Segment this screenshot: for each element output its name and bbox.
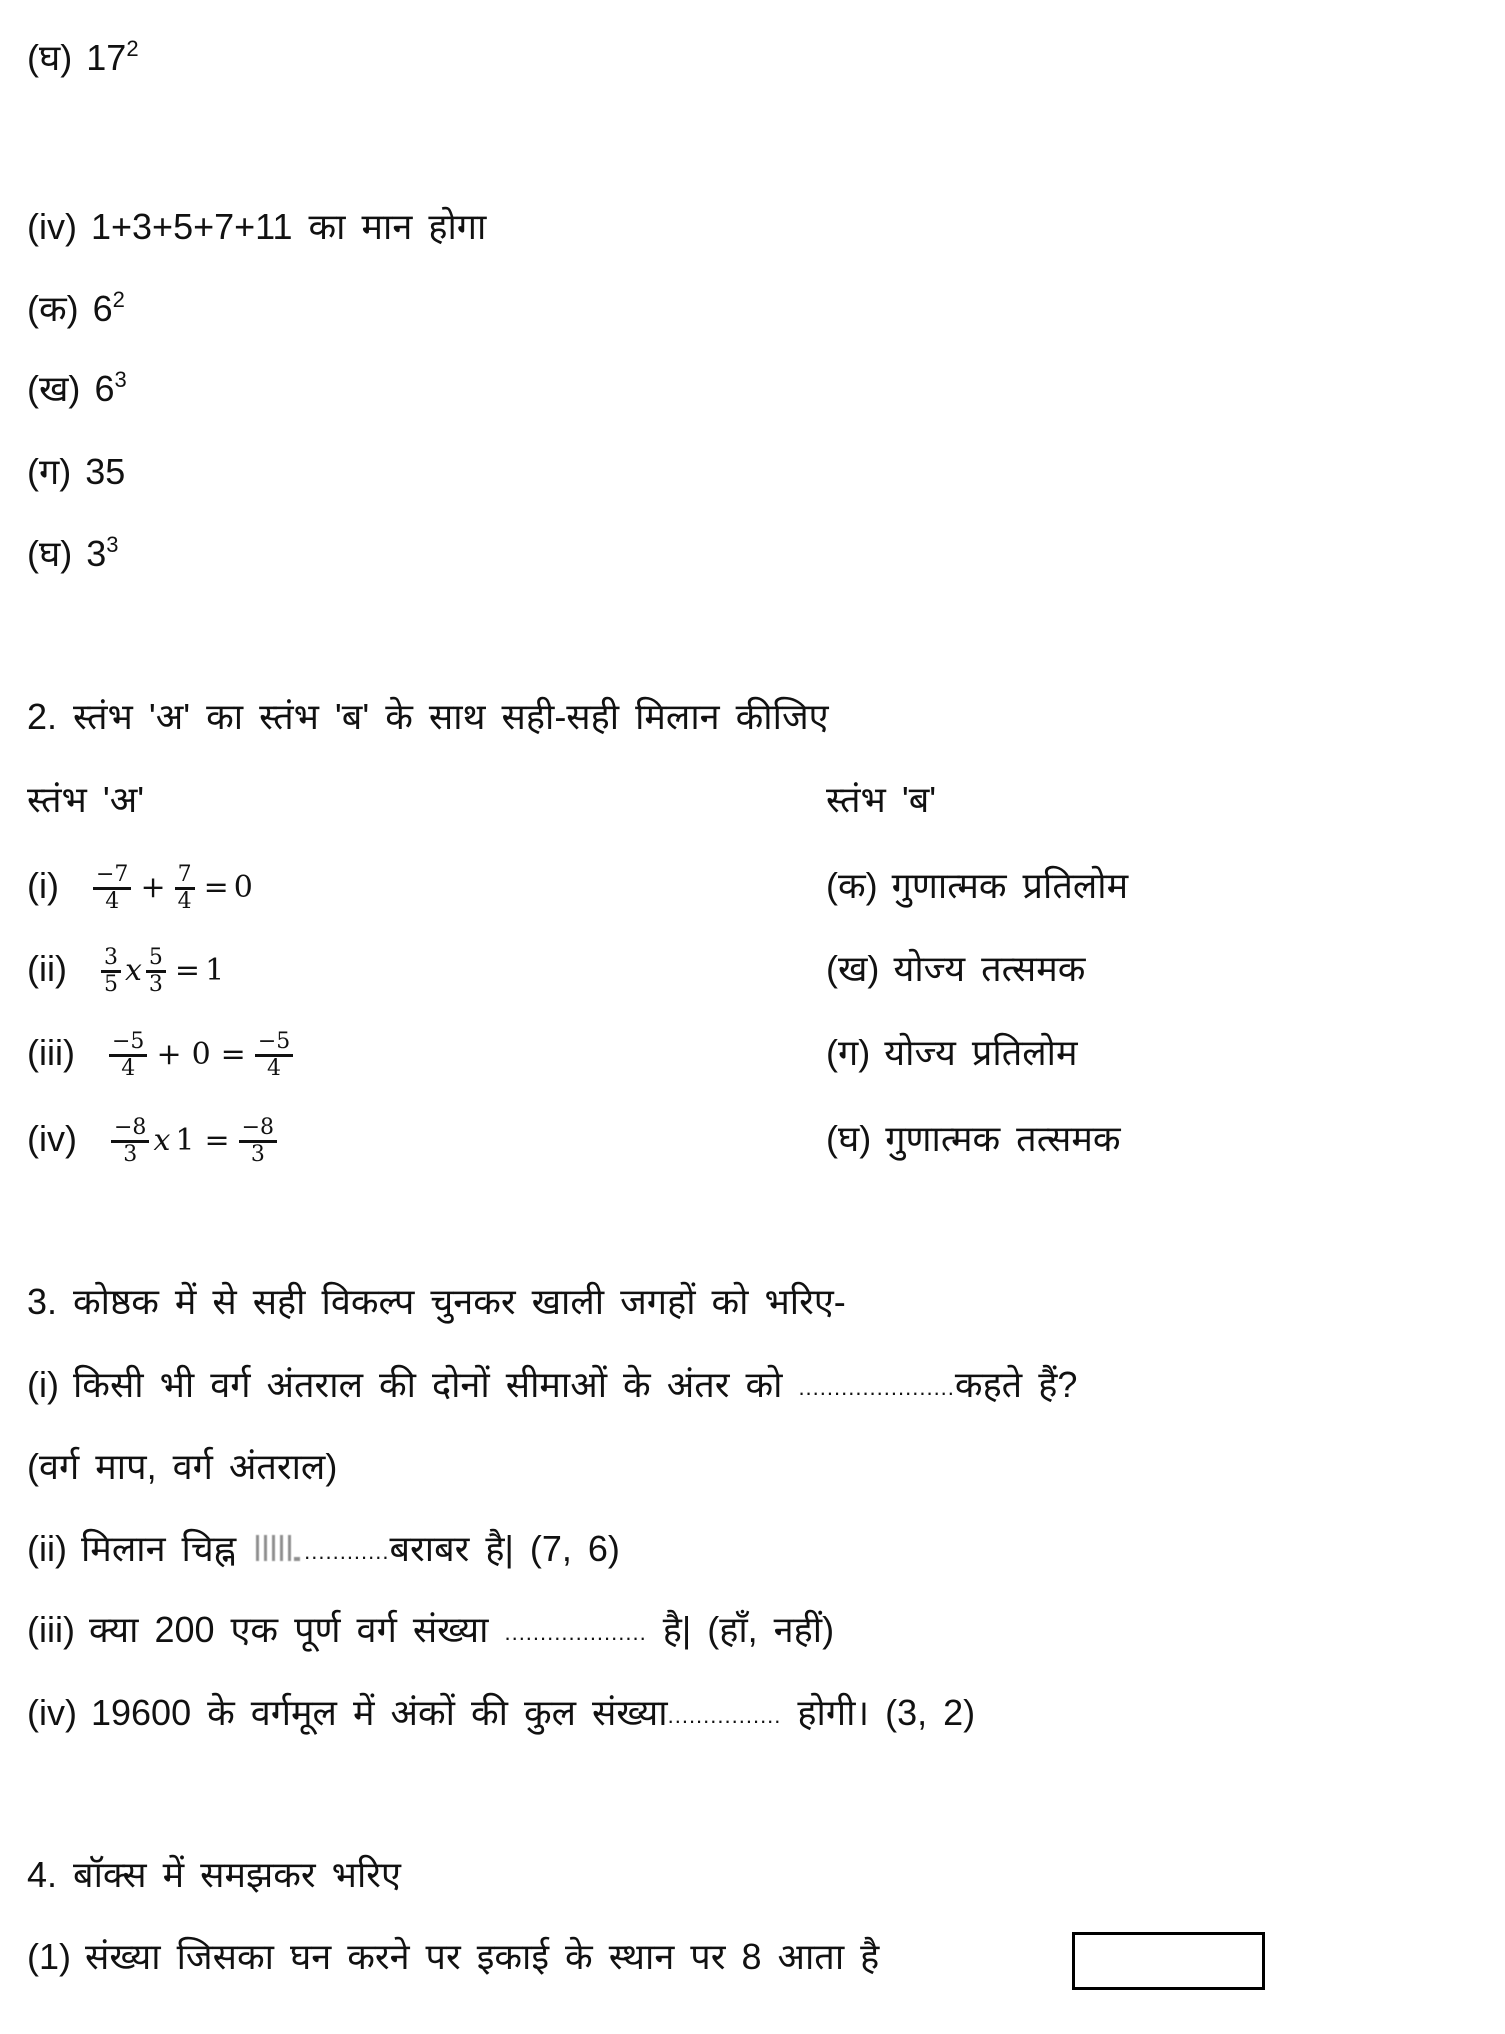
question-text: 1+3+5+7+11 का मान होगा [90,206,487,247]
equation [89,863,253,914]
item-text: योज्य प्रतिलोम [884,1032,1078,1073]
option-base: 3 [86,533,107,574]
option-label: (घ) [27,37,73,78]
option-gha-17-squared [27,33,139,83]
q1-iv-option-ka [27,284,125,334]
fill-blank[interactable]: ...................... [798,1375,955,1400]
q3-item-i [27,1360,1077,1410]
item-text-after: कहते हैं? [954,1364,1078,1405]
q3-item-i-choices: (वर्ग माप, वर्ग अंतराल) [27,1446,338,1487]
equals-sign: = [204,1123,230,1159]
item-text-after: है| [662,1609,692,1650]
item-label: (iv) [27,1118,77,1159]
item-text: गुणात्मक तत्समक [885,1118,1121,1159]
operator: x [153,1123,171,1159]
operator: + [156,1037,182,1073]
column-b-item-gha [826,1114,1121,1164]
term: 0 [191,1037,211,1073]
item-text: क्या 200 एक पूर्ण वर्ग संख्या [88,1609,489,1650]
item-label: (i) [27,1364,59,1405]
item-text: गुणात्मक प्रतिलोम [891,865,1129,906]
q1-iv-option-gha [27,529,119,579]
term: 1 [175,1123,195,1159]
fraction: $\frac{7}{4}$ [175,863,195,914]
operator: x [125,953,142,989]
operator: + [140,870,166,906]
equals-sign: = [203,870,229,906]
equation [105,1030,297,1081]
q3-item-ii [27,1524,620,1574]
fill-blank[interactable]: ................ [667,1703,782,1728]
equation [97,946,224,997]
option-label: (ख) [27,368,81,409]
option-exponent: 2 [112,287,125,312]
fraction: $\frac{-7}{4}$ [93,863,131,914]
option-label: (घ) [27,533,73,574]
item-text: संख्या जिसका घन करने पर इकाई के स्थान पर 8 आता है [85,1936,880,1977]
item-label: (i) [27,865,59,906]
equals-sign: = [174,953,201,989]
column-a-header: स्तंभ 'अ' [27,779,145,820]
item-text: योज्य तत्समक [893,948,1086,989]
item-text-after: बराबर है| [389,1528,514,1569]
item-text: 19600 के वर्गमूल में अंकों की कुल संख्या [90,1692,668,1733]
column-a-item-i [27,861,253,914]
equation [107,1116,281,1167]
equals-sign: = [220,1037,246,1073]
item-label: (iii) [27,1609,75,1650]
item-text-after: होगी। [797,1692,870,1733]
option-base: 6 [94,368,115,409]
q3-item-iv [27,1688,975,1738]
item-text: किसी भी वर्ग अंतराल की दोनों सीमाओं के अंतर को [72,1364,783,1405]
fill-blank[interactable]: ............ [304,1539,390,1564]
option-base: 17 [86,37,127,78]
item-label: (घ) [826,1118,872,1159]
choices: (7, 6) [529,1528,620,1569]
option-label: (ग) [27,451,72,492]
item-label: (ii) [27,1528,67,1569]
column-b-item-ga [826,1028,1078,1078]
choices: (3, 2) [885,1692,976,1733]
option-label: (क) [27,288,79,329]
column-b-item-ka [826,861,1128,911]
option-exponent: 3 [106,532,119,557]
tally-marks-icon [254,1533,298,1563]
q3-heading: 3. कोष्ठक में से सही विकल्प चुनकर खाली जगहों को भरिए- [27,1281,846,1322]
option-exponent: 2 [126,36,139,61]
rhs: 1 [205,953,225,989]
item-label: (ii) [27,948,67,989]
option-base: 35 [85,451,126,492]
column-a-item-ii [27,944,225,997]
answer-box[interactable] [1072,1932,1265,1990]
fill-blank[interactable]: .................... [504,1620,647,1645]
q3-item-iii [27,1605,834,1655]
rhs: 0 [233,870,253,906]
fraction: $\frac{5}{3}$ [146,946,166,997]
item-label: (ख) [826,948,880,989]
q1-iv-option-kha [27,364,127,414]
item-label: (ग) [826,1032,871,1073]
column-b-header: स्तंभ 'ब' [826,779,937,820]
fraction: $\frac{-8}{3}$ [239,1116,277,1167]
item-label: (iv) [27,1692,77,1733]
q2-heading: 2. स्तंभ 'अ' का स्तंभ 'ब' के साथ सही-सही मिलान कीजिए [27,696,829,737]
q4-item-1 [27,1932,879,1982]
fraction: $\frac{3}{5}$ [101,946,121,997]
fraction: $\frac{-5}{4}$ [255,1030,293,1081]
item-label: (iii) [27,1032,75,1073]
fraction: $\frac{-5}{4}$ [109,1030,147,1081]
q4-heading: 4. बॉक्स में समझकर भरिए [27,1854,401,1895]
choices: (हाँ, नहीं) [707,1609,835,1650]
column-b-item-kha [826,944,1085,994]
item-label: (क) [826,865,878,906]
item-label: (1) [27,1936,71,1977]
column-a-item-iv [27,1114,281,1167]
option-exponent: 3 [114,367,127,392]
column-a-item-iii [27,1028,297,1081]
q1-iv-prompt [27,202,486,252]
fraction: $\frac{-8}{3}$ [111,1116,149,1167]
question-label: (iv) [27,206,77,247]
q1-iv-option-ga [27,447,125,497]
option-base: 6 [92,288,113,329]
item-text: मिलान चिह्न [80,1528,237,1569]
